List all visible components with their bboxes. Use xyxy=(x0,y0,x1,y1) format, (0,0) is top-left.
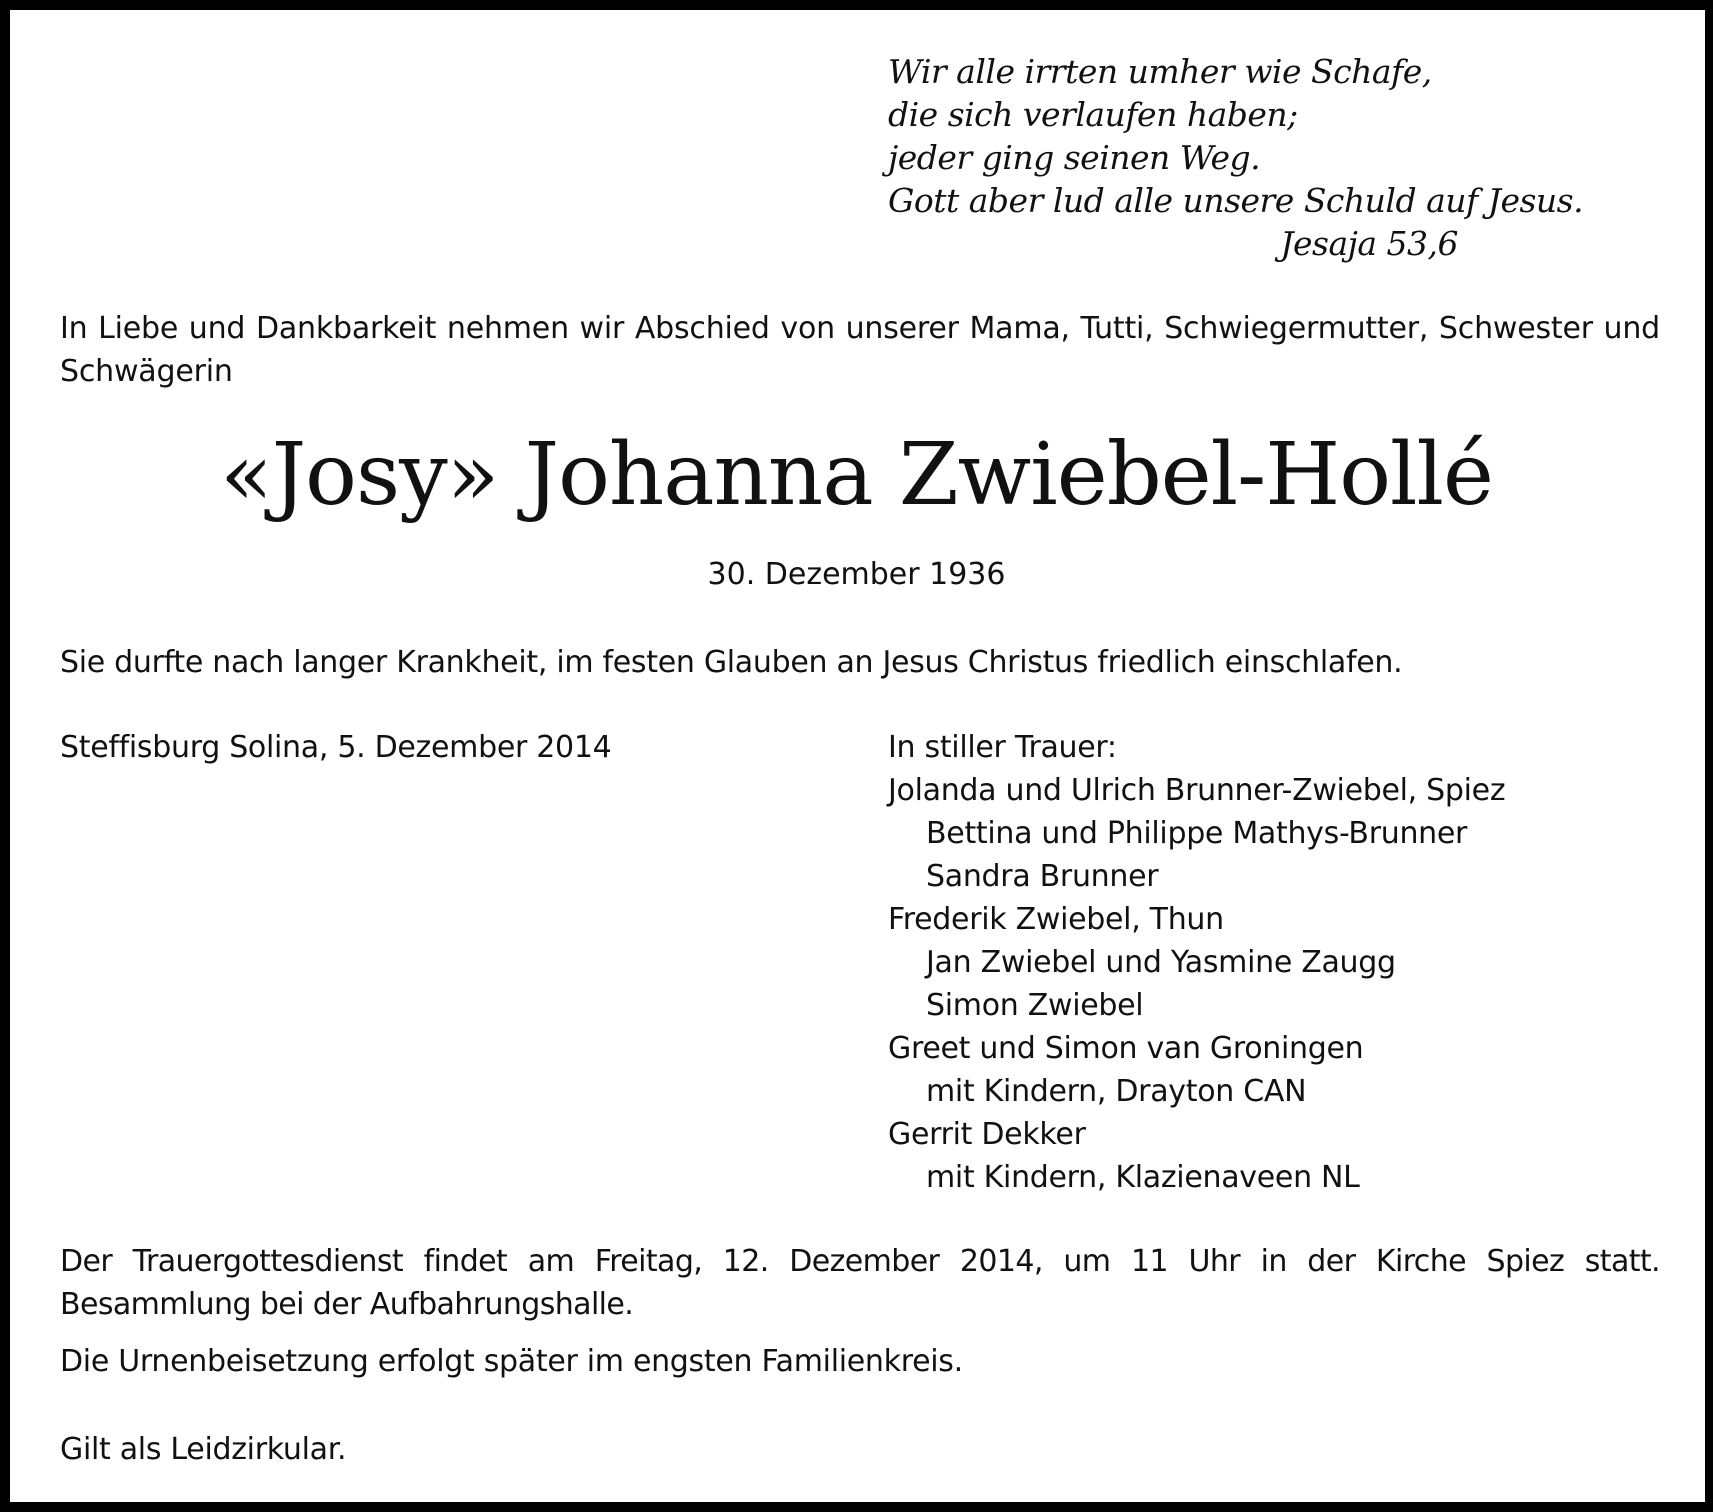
bible-verse xyxy=(888,50,1584,265)
verse-line: Gott aber lud alle unsere Schuld auf Jesus. xyxy=(888,181,1584,220)
mourner-line: Gerrit Dekker xyxy=(888,1117,1086,1152)
passing-text: Sie durfte nach langer Krankheit, im festen Glauben an Jesus Christus friedlich einschlafen. xyxy=(60,645,1403,680)
mourners-list xyxy=(888,726,1668,1199)
mourner-line: Bettina und Philippe Mathys-Brunner xyxy=(926,816,1468,851)
service-info: Der Trauergottesdienst findet am Freitag, 12. Dezember 2014, um 11 Uhr in der Kirche Spiez statt. Besammlung bei der Aufbahrungshalle. xyxy=(60,1244,1660,1322)
verse-reference: Jesaja 53,6 xyxy=(1280,224,1458,263)
circular-note: Gilt als Leidzirkular. xyxy=(60,1432,347,1467)
mourner-line: Jolanda und Ulrich Brunner-Zwiebel, Spiez xyxy=(888,773,1506,808)
birth-date: 30. Dezember 1936 xyxy=(707,557,1006,592)
intro-text: In Liebe und Dankbarkeit nehmen wir Abschied von unserer Mama, Tutti, Schwiegermutter, Schwester und Schwägerin xyxy=(60,311,1660,389)
mourner-line: Jan Zwiebel und Yasmine Zaugg xyxy=(926,945,1396,980)
deceased-name: «Josy» Johanna Zwiebel-Hollé xyxy=(220,425,1493,525)
mourner-line: Sandra Brunner xyxy=(926,859,1159,894)
mourner-line: mit Kindern, Klazienaveen NL xyxy=(926,1160,1360,1195)
mourner-line: Frederik Zwiebel, Thun xyxy=(888,902,1224,937)
mourner-line: mit Kindern, Drayton CAN xyxy=(926,1074,1307,1109)
mourners-heading: In stiller Trauer: xyxy=(888,730,1117,765)
urn-burial-info: Die Urnenbeisetzung erfolgt später im engsten Familienkreis. xyxy=(60,1344,963,1379)
mourner-line: Greet und Simon van Groningen xyxy=(888,1031,1364,1066)
place-and-date: Steffisburg Solina, 5. Dezember 2014 xyxy=(60,730,612,765)
verse-line: die sich verlaufen haben; xyxy=(888,95,1298,134)
verse-line: Wir alle irrten umher wie Schafe, xyxy=(888,52,1432,91)
verse-line: jeder ging seinen Weg. xyxy=(888,138,1261,177)
mourner-line: Simon Zwiebel xyxy=(926,988,1144,1023)
